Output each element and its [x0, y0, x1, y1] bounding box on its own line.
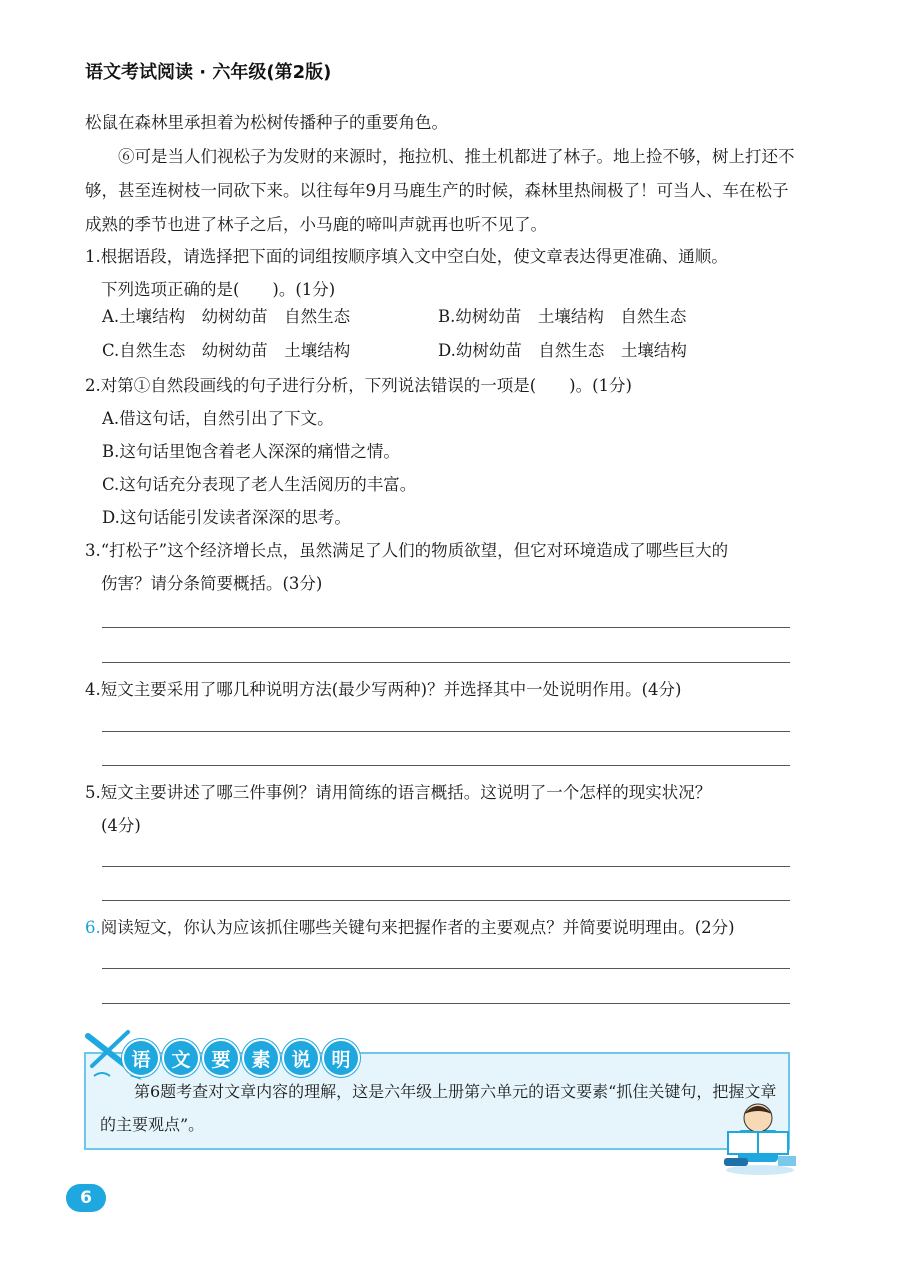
question-5-line2: (4分) [101, 816, 141, 835]
question-6 [85, 911, 800, 944]
question-1-option-b[interactable]: B.幼树幼苗 土壤结构 自然生态 [438, 307, 687, 326]
answer-line[interactable] [102, 765, 790, 766]
question-2-option-b[interactable]: B.这句话里饱含着老人深深的痛惜之情。 [102, 442, 400, 461]
question-2-stem: 对第①自然段画线的句子进行分析，下列说法错误的一项是( )。(1分) [100, 376, 632, 395]
question-1-option-d[interactable]: D.幼树幼苗 自然生态 土壤结构 [438, 341, 687, 360]
page-header-title: 语文考试阅读 · 六年级(第2版) [85, 62, 332, 83]
tip-title-char: 素 [242, 1039, 280, 1077]
question-4-number: 4. [85, 680, 101, 699]
question-6-number: 6. [85, 918, 101, 937]
question-2-option-a[interactable]: A.借这句话，自然引出了下文。 [102, 409, 334, 428]
tip-title-char: 文 [162, 1039, 200, 1077]
question-1-line1: 根据语段，请选择把下面的词组按顺序填入文中空白处，使文章表达得更准确、通顺。 [100, 247, 728, 266]
tip-title-char: 明 [322, 1039, 360, 1077]
question-2-number: 2. [85, 376, 101, 395]
question-3-line2: 伤害？请分条简要概括。(3分) [101, 574, 323, 593]
tip-title-char: 要 [202, 1039, 240, 1077]
question-5-line1: 短文主要讲述了哪三件事例？请用简练的语言概括。这说明了一个怎样的现实状况？ [100, 783, 712, 802]
answer-line[interactable] [102, 627, 790, 628]
answer-line[interactable] [102, 731, 790, 732]
question-1-number: 1. [85, 247, 101, 266]
question-1-option-a[interactable]: A.土壤结构 幼树幼苗 自然生态 [102, 307, 351, 326]
question-3-line1: “打松子”这个经济增长点，虽然满足了人们的物质欲望，但它对环境造成了哪些巨大的 [100, 541, 729, 560]
question-2-options [102, 402, 416, 534]
question-3-number: 3. [85, 541, 101, 560]
answer-line[interactable] [102, 900, 790, 901]
tip-title-char: 语 [122, 1039, 160, 1077]
reading-boy-icon [718, 1096, 802, 1176]
page-number-badge: 6 [66, 1184, 106, 1212]
question-6-stem: 阅读短文，你认为应该抓住哪些关键句来把握作者的主要观点？并简要说明理由。(2分) [100, 918, 735, 937]
question-5 [85, 776, 800, 842]
passage-paragraph-6-text: ⑥可是当人们视松子为发财的来源时，拖拉机、推土机都进了林子。地上捡不够，树上打还不够，甚至连树枝一同砍下来。以往每年9月马鹿生产的时候，森林里热闹极了！可当人、车在松子成熟的季节也进了林子之后，小马鹿的啼叫声就再也听不见了。 [85, 147, 795, 234]
question-2-option-c[interactable]: C.这句话充分表现了老人生活阅历的丰富。 [102, 475, 417, 494]
question-5-number: 5. [85, 783, 101, 802]
question-1-option-c[interactable]: C.自然生态 幼树幼苗 土壤结构 [102, 341, 351, 360]
tip-text: 第6题考查对文章内容的理解，这是六年级上册第六单元的语文要素“抓住关键句，把握文章的主要观点”。 [100, 1082, 777, 1134]
question-1 [85, 240, 800, 306]
question-2 [85, 369, 800, 402]
passage-paragraph-end: 松鼠在森林里承担着为松树传播种子的重要角色。 [85, 113, 448, 132]
question-4 [85, 673, 800, 706]
answer-line[interactable] [102, 662, 790, 663]
answer-line[interactable] [102, 866, 790, 867]
question-1-line2: 下列选项正确的是( )。(1分) [101, 280, 336, 299]
question-2-option-d[interactable]: D.这句话能引发读者深深的思考。 [102, 508, 351, 527]
question-4-stem: 短文主要采用了哪几种说明方法(最少写两种)？并选择其中一处说明作用。(4分) [100, 680, 682, 699]
answer-line[interactable] [102, 968, 790, 969]
question-3 [85, 534, 800, 600]
tip-title [122, 1038, 362, 1078]
answer-line[interactable] [102, 1003, 790, 1004]
tip-title-char: 说 [282, 1039, 320, 1077]
passage-paragraph-6 [85, 140, 795, 242]
